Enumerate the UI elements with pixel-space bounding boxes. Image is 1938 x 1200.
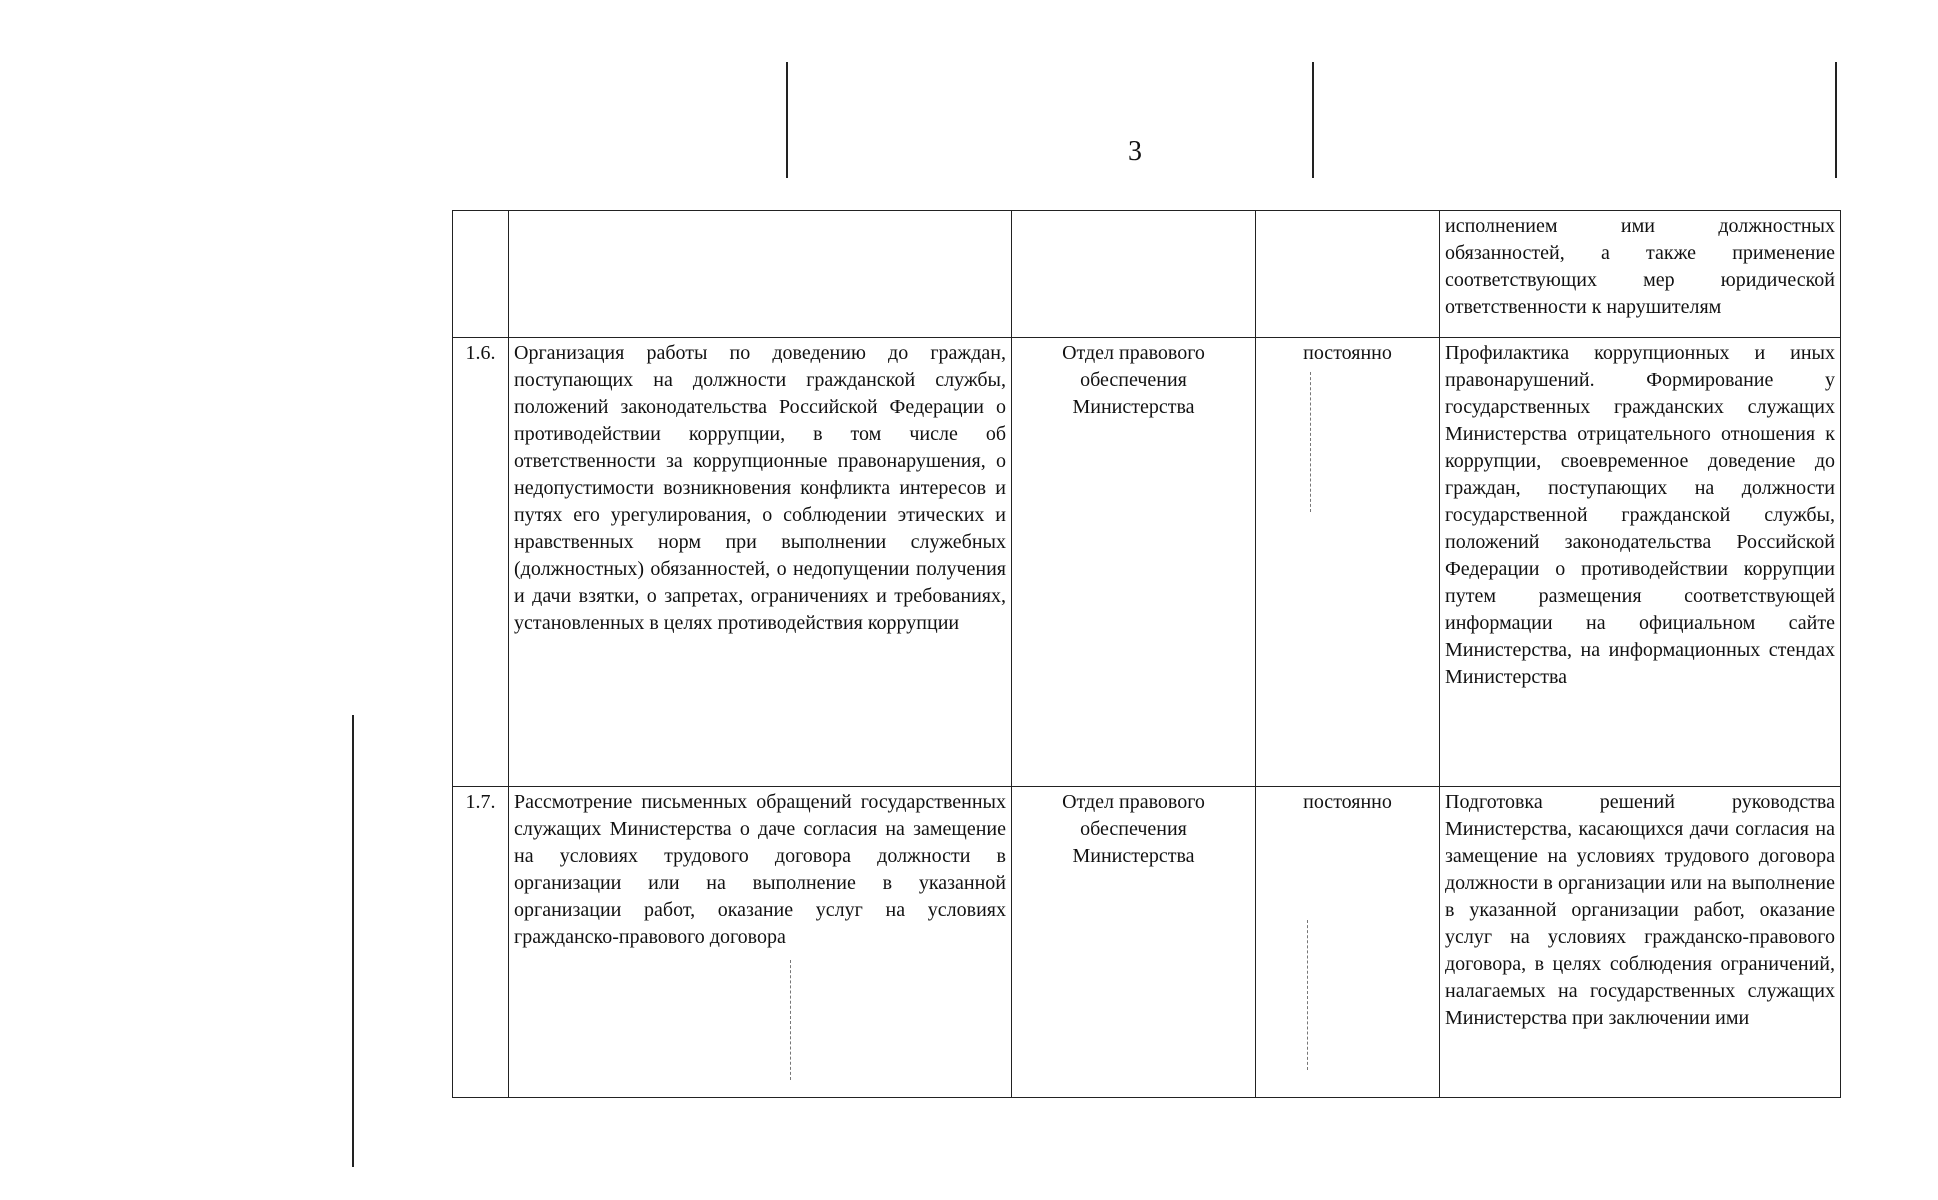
page-number: 3 [1128,136,1142,167]
term-cell [1256,211,1440,338]
item-number [453,211,509,338]
table-row [453,338,1841,787]
executor-cell: Отдел правового обеспечения Министерства [1012,787,1256,1098]
measure-cell [509,211,1012,338]
term-cell: постоянно [1256,787,1440,1098]
measure-cell: Рассмотрение письменных обращений государственных служащих Министерства о даче согласия на замещение на условиях трудового договора должности в организации или на выполнение в указанной организации работ, оказание услуг на условиях гражданско-правового договора [509,787,1012,1098]
item-number: 1.6. [453,338,509,787]
scan-artifact-line [1835,62,1837,178]
scan-artifact-line [352,715,354,1167]
measures-table [452,210,1841,1098]
table-row [453,211,1841,338]
result-cell: Профилактика коррупционных и иных правонарушений. Формирование у государственных гражданских служащих Министерства отрицательного отношения к коррупции, своевременное доведение до граждан, поступающих на должности государственной гражданской службы, положений законодательства Российской Федерации о противодействии коррупции путем размещения соответствующей информации на официальном сайте Министерства, на информационных стендах Министерства [1440,338,1841,787]
measure-cell: Организация работы по доведению до граждан, поступающих на должности гражданской службы, положений законодательства Российской Федерации о противодействии коррупции, в том числе об ответственности за коррупционные правонарушения, о недопустимости возникновения конфликта интересов и путях его урегулирования, о соблюдении этических и нравственных норм при выполнении служебных (должностных) обязанностей, о недопущении получения и дачи взятки, о запретах, ограничениях и требованиях, установленных в целях противодействия коррупции [509,338,1012,787]
result-cell: исполнением ими должностных обязанностей, а также применение соответствующих мер юридической ответственности к нарушителям [1440,211,1841,338]
executor-cell [1012,211,1256,338]
result-cell: Подготовка решений руководства Министерства, касающихся дачи согласия на замещение на условиях трудового договора должности в организации или на выполнение в указанной организации работ, оказание услуг на условиях гражданско-правового договора, в целях соблюдения ограничений, налагаемых на государственных служащих Министерства при заключении ими [1440,787,1841,1098]
term-cell: постоянно [1256,338,1440,787]
table-row [453,787,1841,1098]
executor-cell: Отдел правового обеспечения Министерства [1012,338,1256,787]
scan-artifact-line [786,62,788,178]
item-number: 1.7. [453,787,509,1098]
scan-artifact-line [1312,62,1314,178]
